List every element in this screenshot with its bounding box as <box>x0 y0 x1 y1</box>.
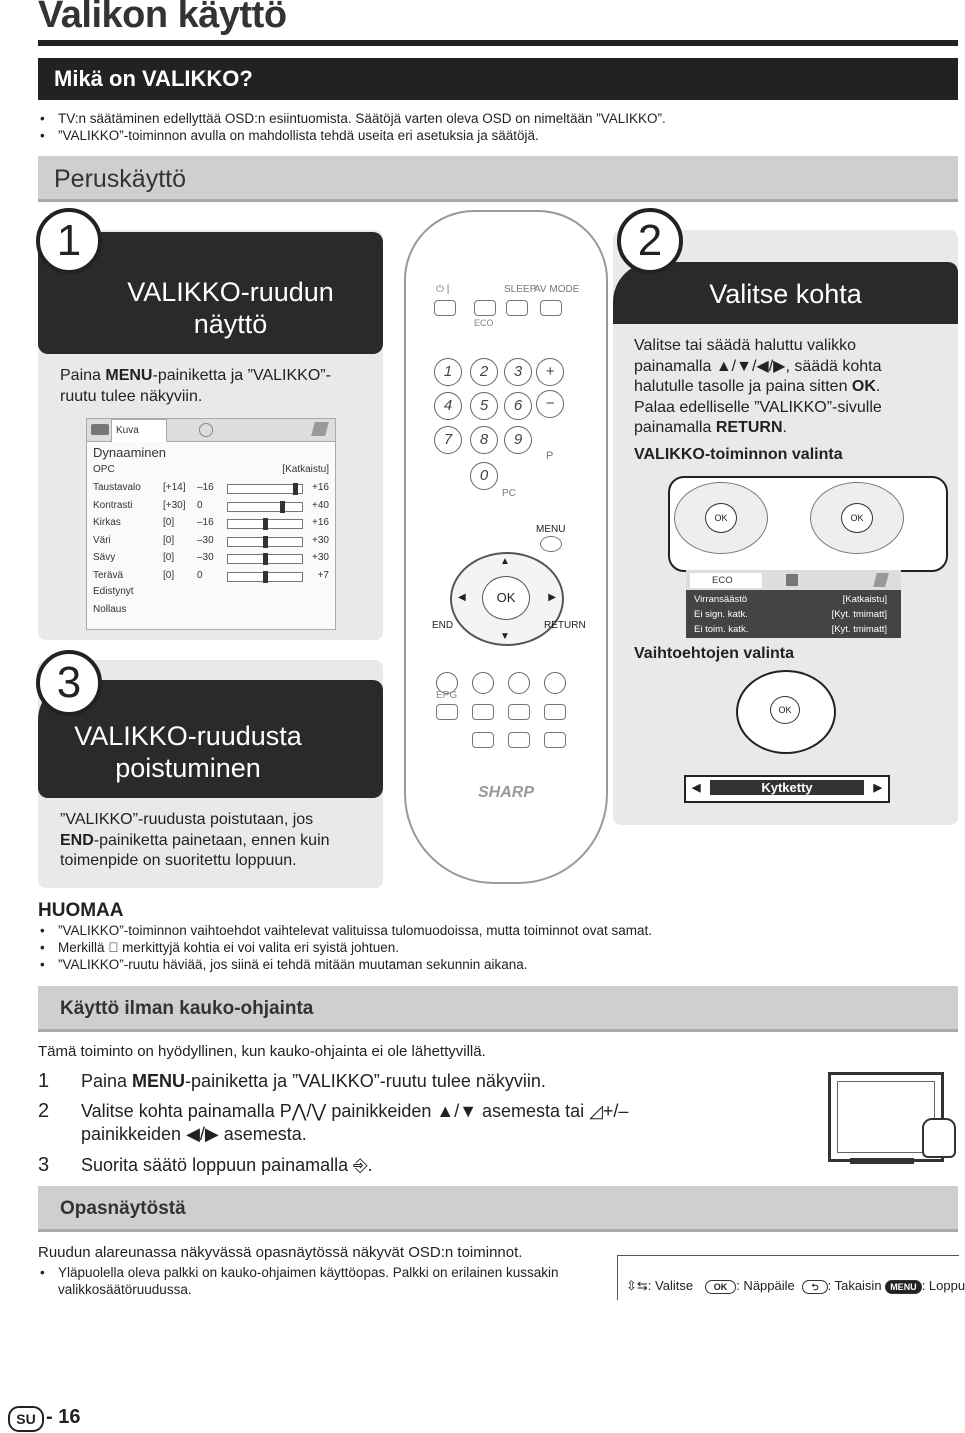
osd-row[interactable] <box>93 550 329 566</box>
move-icon: ⇳⇆ <box>626 1278 648 1293</box>
step2-number: 2 <box>617 208 683 274</box>
guide-heading: Opasnäytöstä <box>38 1186 958 1232</box>
dpad-ok-icon: OK <box>770 696 800 724</box>
step2-text-return: RETURN <box>715 419 783 436</box>
title-rule <box>38 40 958 46</box>
brand-logo: SHARP <box>477 784 534 801</box>
step-number: 1 <box>38 1070 50 1092</box>
osd-extra-advanced: Edistynyt <box>93 586 134 597</box>
digit-button[interactable]: 9 <box>504 426 532 454</box>
step3-text-line: toimenpide on suoritettu loppuun. <box>60 852 297 869</box>
osd-slider-thumb[interactable] <box>263 536 268 548</box>
osd-slider-thumb[interactable] <box>263 571 268 583</box>
step3-number: 3 <box>36 650 102 716</box>
eco-row-value: [Kyt. tmimatt] <box>831 624 887 635</box>
note-bullet: • Merkillä ⃠ merkittyjä kohtia ei voi valita eri syistä johtuen. <box>38 939 938 956</box>
step3-text-line: -painiketta painetaan, ennen kuin <box>93 831 330 849</box>
notes-bullets <box>38 922 938 973</box>
guide-bullet: • Yläpuolella oleva palkki on kauko-ohjaimen käyttöopas. Palkki on erilainen kussakin valikkosäätöruudussa. <box>38 1264 578 1298</box>
osd-row-value: [+14] <box>163 482 186 493</box>
osd-row-max: +7 <box>317 569 329 581</box>
step1-text-a: Paina <box>60 367 106 384</box>
guide-bullets <box>38 1264 578 1298</box>
digit-button[interactable]: 6 <box>504 392 532 420</box>
info-button[interactable] <box>508 704 530 720</box>
osd-row[interactable] <box>93 515 329 531</box>
step3-title <box>38 720 338 784</box>
step3-text-line: ”VALIKKO”-ruudusta poistutaan, jos <box>60 811 314 828</box>
menu-label: MENU <box>536 524 566 535</box>
step3-title-line: poistuminen <box>115 753 261 783</box>
digit-button[interactable]: 5 <box>470 392 498 420</box>
option-value: Kytketty <box>710 780 864 795</box>
guide-menu: : Loppu <box>921 1278 965 1293</box>
p-label: P <box>546 450 554 462</box>
setup-tab-icon <box>873 573 889 587</box>
osd-row-max: +40 <box>312 499 329 511</box>
step-text-menu: MENU <box>132 1071 186 1091</box>
step-text-line: painikkeiden ◀/▶ asemesta. <box>81 1124 307 1144</box>
no-remote-intro: Tämä toiminto on hyödyllinen, kun kauko-ohjainta ei ole lähettyvillä. <box>38 1043 486 1060</box>
step-text: Suorita säätö loppuun painamalla ⎆. <box>81 1155 373 1175</box>
osd-row[interactable] <box>93 568 329 584</box>
osd-row-min: –16 <box>197 482 214 493</box>
power-icon[interactable]: ⏻ | <box>436 284 450 295</box>
page-title: Valikon käyttö <box>38 0 287 36</box>
eco-row-value: [Kyt. tmimatt] <box>831 609 887 620</box>
eco-menu <box>686 570 901 638</box>
osd-row[interactable] <box>93 480 329 496</box>
hand-icon <box>922 1118 956 1158</box>
osd-row[interactable] <box>93 533 329 549</box>
right-arrow-icon[interactable]: ▶ <box>873 782 882 794</box>
osd-row-max: +30 <box>312 552 329 563</box>
sound-tab-icon <box>199 423 213 437</box>
step1-title-line: näyttö <box>193 309 268 339</box>
step2-text-line: . <box>875 378 881 395</box>
digit-button[interactable]: 7 <box>434 426 462 454</box>
intro-bullet: • ”VALIKKO”-toiminnon avulla on mahdollista tehdä useita eri asetuksia ja säätöjä. <box>38 127 938 144</box>
ok-button[interactable]: OK <box>482 576 530 620</box>
step3-text-end: END <box>60 831 94 849</box>
dpad-illustration <box>674 482 768 554</box>
osd-row-label: Kontrasti <box>93 499 133 511</box>
osd-row-label: Terävä <box>93 569 124 581</box>
step-number: 3 <box>38 1154 50 1176</box>
step1-text-c: -painiketta ja ”VALIKKO”-ruutu tulee näkyviin. <box>60 367 331 405</box>
osd-preset: Dynaaminen <box>93 445 166 460</box>
guide-bar-content <box>626 1278 965 1294</box>
eco-row[interactable] <box>694 609 887 623</box>
digit-button[interactable]: 4 <box>434 392 462 420</box>
osd-row-value: [0] <box>163 569 175 581</box>
eco-row-label: Ei sign. katk. <box>694 609 748 620</box>
sleep-button[interactable] <box>506 300 528 316</box>
osd-row-min: 0 <box>197 499 203 511</box>
dpad-illustration <box>810 482 904 554</box>
return-label: RETURN <box>544 620 586 631</box>
step2-text-line: Palaa edelliselle ”VALIKKO”-sivulle <box>634 398 882 416</box>
reveal-button[interactable] <box>544 732 566 748</box>
digit-button[interactable]: 3 <box>504 358 532 386</box>
step1-text <box>60 366 360 407</box>
step2-text-line: painamalla <box>634 419 716 436</box>
osd-slider[interactable] <box>227 554 303 564</box>
tv-stand <box>850 1158 914 1164</box>
osd-slider[interactable] <box>227 519 303 529</box>
step2-text-line: Valitse tai säädä haluttu valikko <box>634 337 857 354</box>
eco-tabbar <box>686 570 901 590</box>
osd-tab-kuva: Kuva <box>111 419 167 442</box>
osd-row-min: –30 <box>197 534 214 546</box>
digit-button[interactable]: 8 <box>470 426 498 454</box>
tab-icon <box>786 574 798 586</box>
digit-button[interactable]: 0 <box>470 462 498 490</box>
option-selector[interactable] <box>684 775 890 803</box>
page-number: - 16 <box>46 1406 81 1428</box>
teletext-button[interactable] <box>472 704 494 720</box>
picture-tab-icon <box>91 424 109 435</box>
osd-row-label: Väri <box>93 534 111 546</box>
opc-label: OPC <box>93 464 115 475</box>
osd-row-min: –30 <box>197 552 214 563</box>
step-text <box>81 1070 546 1093</box>
osd-row-max: +30 <box>312 534 329 546</box>
up-arrow-icon[interactable]: ▲ <box>500 556 510 567</box>
ok-pill: OK <box>705 1280 737 1294</box>
pc-label: PC <box>502 488 516 499</box>
green-button[interactable] <box>472 672 494 694</box>
dpad-callout <box>668 476 948 572</box>
step1-title <box>38 276 383 340</box>
eco-row-label: Virransäästö <box>694 594 748 605</box>
step-text-c: -painiketta ja ”VALIKKO”-ruutu tulee näkyviin. <box>185 1071 546 1091</box>
notes-heading: HUOMAA <box>38 900 124 921</box>
guide-back: : Takaisin <box>827 1278 882 1293</box>
osd-row-max: +16 <box>312 517 329 528</box>
step3-title-line: VALIKKO-ruudusta <box>74 721 302 751</box>
osd-picture-menu <box>86 418 336 630</box>
osd-row-value: [0] <box>163 534 175 546</box>
osd-row-min: 0 <box>197 569 203 581</box>
eco-row-value: [Katkaistu] <box>842 594 887 605</box>
avmode-button[interactable] <box>540 300 562 316</box>
note-bullet: • ”VALIKKO”-toiminnon vaihtoehdot vaihtelevat valituissa tulomuodoissa, mutta toiminnot ovat samat. <box>38 922 938 939</box>
osd-tabbar <box>87 419 335 442</box>
return-pill: ⮌ <box>802 1280 827 1294</box>
osd-row-max: +16 <box>312 482 329 493</box>
osd-slider[interactable] <box>227 484 303 494</box>
osd-slider-thumb[interactable] <box>280 501 285 513</box>
end-label: END <box>432 620 454 631</box>
osd-opc-row <box>93 462 329 478</box>
menu-pill: MENU <box>885 1280 922 1294</box>
subtitle-button[interactable] <box>544 704 566 720</box>
dpad-ok-icon: OK <box>705 503 737 533</box>
volume-up-button[interactable]: + <box>536 358 564 386</box>
dpad[interactable] <box>450 552 564 646</box>
intro-bullets <box>38 110 938 144</box>
input-button[interactable] <box>474 300 496 316</box>
epg-button[interactable] <box>436 704 458 720</box>
step2-text-line: . <box>782 419 787 436</box>
intro-heading: Mikä on VALIKKO? <box>38 58 958 100</box>
left-arrow-icon[interactable]: ◀ <box>458 592 466 603</box>
guide-select: : Valitse <box>647 1278 694 1293</box>
menu-button[interactable] <box>540 536 562 552</box>
step-text <box>81 1100 628 1146</box>
osd-row[interactable] <box>93 498 329 514</box>
note-bullet: • ”VALIKKO”-ruutu häviää, jos siinä ei tehdä mitään muutaman sekunnin aikana. <box>38 956 938 973</box>
guide-bar <box>617 1255 965 1300</box>
digit-button[interactable]: 1 <box>434 358 462 386</box>
osd-row-min: –16 <box>197 517 214 528</box>
osd-slider[interactable] <box>227 502 303 512</box>
no-remote-heading: Käyttö ilman kauko-ohjainta <box>38 986 958 1032</box>
left-arrow-icon[interactable]: ◀ <box>692 782 701 794</box>
no-remote-steps <box>38 1070 758 1180</box>
page-number-value: 16 <box>58 1406 81 1428</box>
setup-tab-icon <box>311 422 329 436</box>
osd-extra-reset: Nollaus <box>93 604 127 615</box>
step2-text-line: halutulle tasolle ja paina sitten <box>634 378 852 395</box>
step2-text-ok: OK <box>851 378 876 395</box>
step2-text-line: painamalla ▲/▼/◀/▶, säädä kohta <box>634 357 882 375</box>
osd-slider[interactable] <box>227 537 303 547</box>
guide-ok: : Näppäile <box>736 1278 795 1293</box>
volume-down-button[interactable]: − <box>536 390 564 418</box>
osd-row-label: Sävy <box>93 552 116 563</box>
blue-button[interactable] <box>544 672 566 694</box>
dpad-illustration-2 <box>736 670 836 754</box>
step2-text <box>634 336 944 439</box>
sleep-label: SLEEP <box>504 284 537 295</box>
eco-tab: ECO <box>690 573 762 588</box>
guide-intro: Ruudun alareunassa näkyvässä opasnäytössä näkyvät OSD:n toiminnot. <box>38 1244 523 1261</box>
epg-label: EPG <box>436 690 458 701</box>
opc-value: [Katkaistu] <box>282 464 329 475</box>
language-badge: SU <box>8 1406 44 1432</box>
osd-slider-thumb[interactable] <box>263 518 268 530</box>
osd-row-value: [0] <box>163 517 175 528</box>
step-number: 2 <box>38 1100 50 1122</box>
step-text-a: Paina <box>81 1071 133 1091</box>
remote-control <box>404 210 608 884</box>
step1-number: 1 <box>36 208 102 274</box>
step-text-line: Valitse kohta painamalla P⋀/⋁ painikkeiden ▲/▼ asemesta tai ◿+/– <box>81 1101 629 1121</box>
avmode-label: AV MODE <box>534 284 580 295</box>
osd-row-label: Taustavalo <box>93 482 141 493</box>
osd-slider-thumb[interactable] <box>263 553 268 565</box>
osd-row-value: [+30] <box>163 499 186 511</box>
osd-row-value: [0] <box>163 552 175 563</box>
step3-text <box>60 810 370 872</box>
menu-selection-heading: VALIKKO-toiminnon valinta <box>634 446 843 463</box>
hold-button[interactable] <box>472 732 494 748</box>
yellow-button[interactable] <box>508 672 530 694</box>
eco-row-label: Ei toim. katk. <box>694 624 749 635</box>
down-arrow-icon[interactable]: ▼ <box>500 631 510 642</box>
step1-text-menu: MENU <box>105 367 153 384</box>
step2-title: Valitse kohta <box>709 279 862 309</box>
basic-heading: Peruskäyttö <box>38 156 958 202</box>
dpad-ok-icon: OK <box>841 503 873 533</box>
digit-button[interactable]: 2 <box>470 358 498 386</box>
option-selection-heading: Vaihtoehtojen valinta <box>634 645 795 662</box>
eco-row[interactable] <box>694 624 887 638</box>
osd-row-label: Kirkas <box>93 517 121 528</box>
intro-bullet: • TV:n säätäminen edellyttää OSD:n esiintuomista. Säätöjä varten oleva OSD on nimeltään ”VALIKKO”. <box>38 110 938 127</box>
tv-screen <box>837 1081 935 1153</box>
osd-slider[interactable] <box>227 572 303 582</box>
right-arrow-icon[interactable]: ▶ <box>548 592 556 603</box>
osd-slider-thumb[interactable] <box>293 483 298 495</box>
step1-title-line: VALIKKO-ruudun <box>127 277 334 307</box>
eco-label: ECO <box>474 318 494 328</box>
power-button[interactable] <box>434 300 456 316</box>
eco-row[interactable] <box>694 594 887 608</box>
subpage-button[interactable] <box>508 732 530 748</box>
